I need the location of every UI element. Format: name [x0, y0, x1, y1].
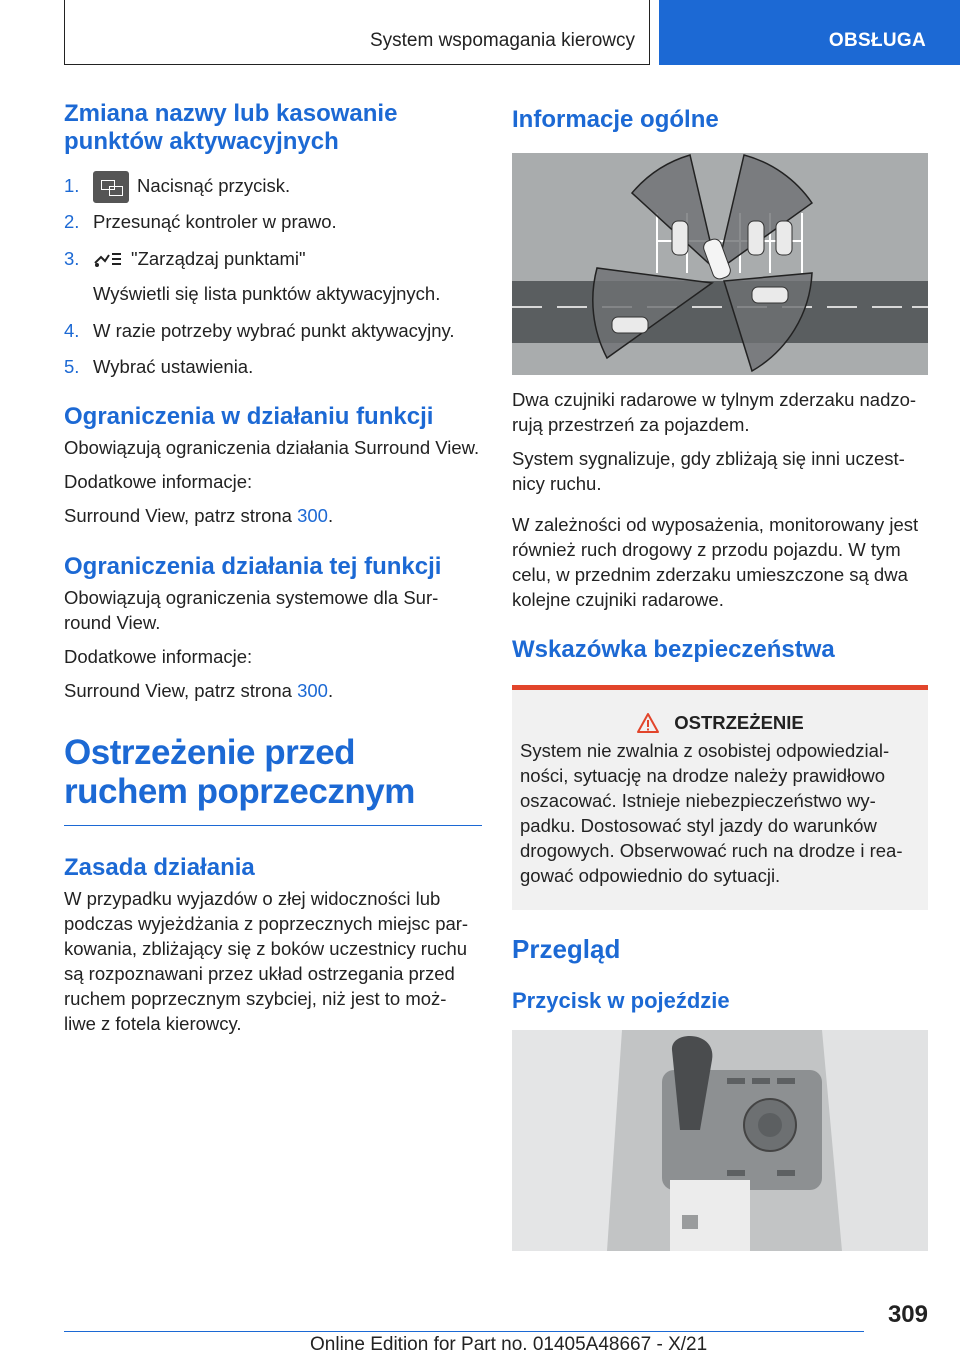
steps-list [64, 170, 482, 379]
heading-limits-1: Ograniczenia w działaniu funkcji [64, 403, 434, 431]
general-p1: Dwa czujniki radarowe w tylnym zderzaku nadzo- rują przestrzeń za pojazdem. [512, 389, 917, 435]
warning-text: System nie zwalnia z osobistej odpowiedzial- ności, sytuację na drodze należy prawidłowo oszacować. Istnieje niebezpieczeństwo wy- padku. Dostosować styl jazdy do warunków drogowych. Obserwować ruch na drodze i rea- gować odpowiednio do sytuacji. [520, 740, 903, 886]
heading-safety: Wskazówka bezpieczeństwa [512, 636, 835, 663]
warning-title-row [520, 712, 920, 734]
limits1-ref: Surround View, patrz strona 300. [64, 505, 334, 527]
header-section-box [64, 0, 650, 65]
footer-divider [64, 1331, 864, 1332]
general-p2: System sygnalizuje, gdy zbliżają się inni uczest- nicy ruchu. [512, 448, 905, 494]
page-number: 309 [887, 1301, 928, 1328]
limits2-more: Dodatkowe informacje: [64, 646, 253, 668]
heading-button-in-car: Przycisk w pojeździe [512, 988, 730, 1013]
heading-divider [64, 825, 482, 826]
heading-principle: Zasada działania [64, 854, 255, 882]
radar-diagram-image [512, 153, 928, 375]
limits1-more: Dodatkowe informacje: [64, 471, 253, 493]
list-item: 5. Wybrać ustawienia. [64, 356, 254, 378]
camera-button-icon [93, 171, 129, 203]
general-p3: W zależności od wyposażenia, monitorowany jest również ruch drogowy z przodu pojazdu. W tym celu, w przednim zderzaku umieszczone są dwa kolejne czujniki radarowe. [512, 514, 919, 610]
chapter-heading: Ostrzeżenie przed ruchem poprzecznym [64, 733, 415, 812]
list-item: 3. "Zarządzaj punktami" [64, 248, 306, 270]
warning-box [512, 685, 928, 910]
footer-edition: Online Edition for Part no. 01405A48667 - X/21 [310, 1334, 708, 1355]
warning-title: OSTRZEŻENIE [674, 712, 804, 733]
console-image [512, 1030, 928, 1251]
chapter-tab[interactable] [659, 0, 960, 65]
page-link[interactable]: 300 [297, 680, 328, 702]
left-column [64, 100, 482, 1036]
limits2-ref: Surround View, patrz strona 300. [64, 680, 334, 702]
page-link[interactable]: 300 [297, 505, 328, 527]
warning-triangle-icon [636, 712, 660, 734]
list-item: 2. Przesunąć kontroler w prawo. [64, 211, 337, 233]
list-item: 1. Nacisnąć przycisk. [64, 170, 482, 203]
radar-illustration [512, 153, 928, 375]
heading-limits-2: Ograniczenia działania tej funkcji [64, 553, 442, 581]
console-illustration [512, 1030, 928, 1251]
chapter-tab-label: OBSŁUGA [828, 30, 926, 51]
heading-general: Informacje ogólne [512, 106, 719, 133]
limits1-text: Obowiązują ograniczenia działania Surround View. [64, 437, 480, 459]
list-item: Wyświetli się lista punktów aktywacyjnych. [93, 283, 441, 305]
right-column [512, 100, 928, 1251]
heading-rename-points: Zmiana nazwy lub kasowanie punktów aktywacyjnych [64, 100, 398, 155]
principle-text: W przypadku wyjazdów o złej widoczności lub podczas wyjeżdżania z poprzecznych miejsc par- kowania, zbliżający się z boków uczestnicy ruchu są rozpoznawani przez układ ostrzegania przed ruchem poprzecznym szybciej, niż jest to moż- liwe z fotela kierowcy. [64, 888, 469, 1035]
list-item: 4. W razie potrzeby wybrać punkt aktywacyjny. [64, 320, 455, 342]
section-title: System wspomagania kierowcy [369, 30, 635, 51]
limits2-text: Obowiązują ograniczenia systemowe dla Sur- round View. [64, 587, 439, 634]
manage-points-icon [93, 251, 123, 269]
heading-overview: Przegląd [512, 934, 621, 964]
